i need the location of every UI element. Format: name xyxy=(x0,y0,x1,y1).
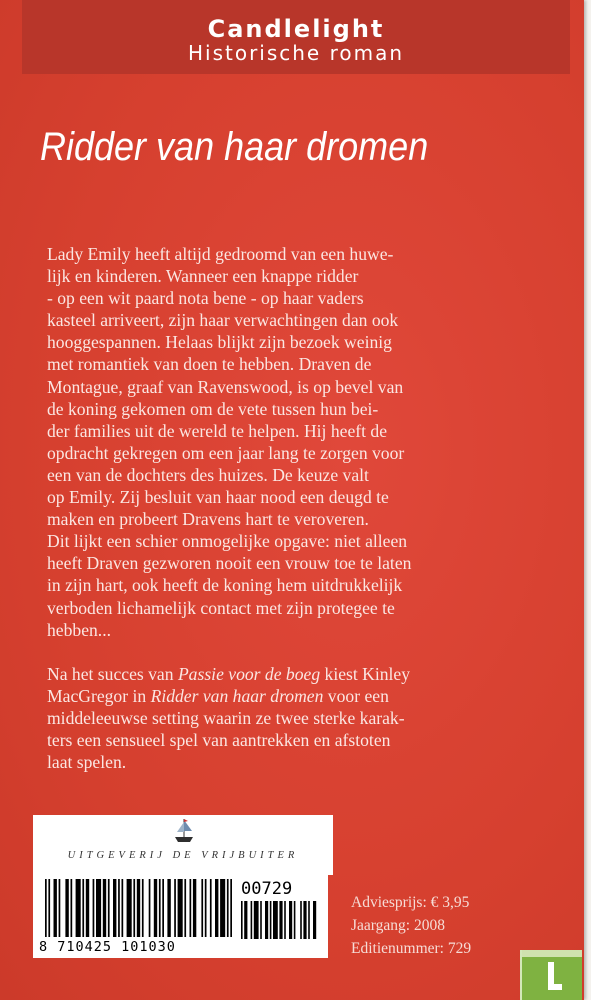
barcode-addon-number: 00729 xyxy=(241,879,293,899)
series-header xyxy=(22,0,570,74)
blurb-p2-text-a: Na het succes van xyxy=(47,663,178,684)
blurb-p2-title-a: Passie voor de boeg xyxy=(177,663,321,684)
blurb-text xyxy=(47,243,462,773)
blurb-p2-title-b: Ridder van haar dromen xyxy=(150,685,324,706)
store-sticker xyxy=(520,950,582,1000)
blurb-p2-text-c: voor een middeleeuwse setting waarin ze twee sterke karak- ters een sensueel spel van aantrekken en afstoten laat spelen. xyxy=(47,685,405,773)
book-title: Ridder van haar dromen xyxy=(40,125,429,169)
barcode-bars xyxy=(45,879,235,939)
edition-text: Editienummer: 729 xyxy=(351,940,472,957)
ship-icon xyxy=(172,817,196,845)
price-info xyxy=(351,891,541,960)
publisher-name: UITGEVERIJ DE VRIJBUITER xyxy=(67,850,299,861)
barcode-ean-number: 8 710425 101030 xyxy=(39,939,176,955)
year-text: Jaargang: 2008 xyxy=(351,917,445,934)
addon-barcode-bars xyxy=(241,901,319,939)
publisher-box xyxy=(33,815,333,875)
series-subtitle: Historische roman xyxy=(187,41,405,65)
blurb-p2-text-b: kiest Kinley MacGregor in xyxy=(47,663,411,706)
series-name: Candlelight xyxy=(207,15,385,43)
barcode-box xyxy=(33,875,328,958)
blurb-paragraph-2 xyxy=(47,663,462,773)
blurb-paragraph-1: Lady Emily heeft altijd gedroomd van een huwe- lijk en kinderen. Wanneer een knappe ridder - op een wit paard nota bene - op haar vaders kasteel arriveert, zijn haar verwachtingen dan ook hooggespannen. Helaas blijkt zijn bezoek weinig met romantiek van doen te hebben. Draven de Montague, graaf van Ravenswood, is op bevel van de koning gekomen om de vete tussen hun bei- der families uit de wereld te helpen. Hij heeft de opdracht gekregen om een jaar lang te zorgen voor een van de dochters des huizes. De keuze valt op Emily. Zij besluit van haar nood een deugd te maken en probeert Dravens hart te veroveren. Dit lijkt een schier onmogelijke opgave: niet alleen heeft Draven gezworen nooit een vrouw toe te laten in zijn hart, ook heeft de koning hem uitdrukkelijk verboden lichamelijk contact met zijn protegee te hebben... xyxy=(47,244,412,640)
letter-l-icon xyxy=(546,962,562,990)
price-text: Adviesprijs: € 3,95 xyxy=(351,894,470,911)
